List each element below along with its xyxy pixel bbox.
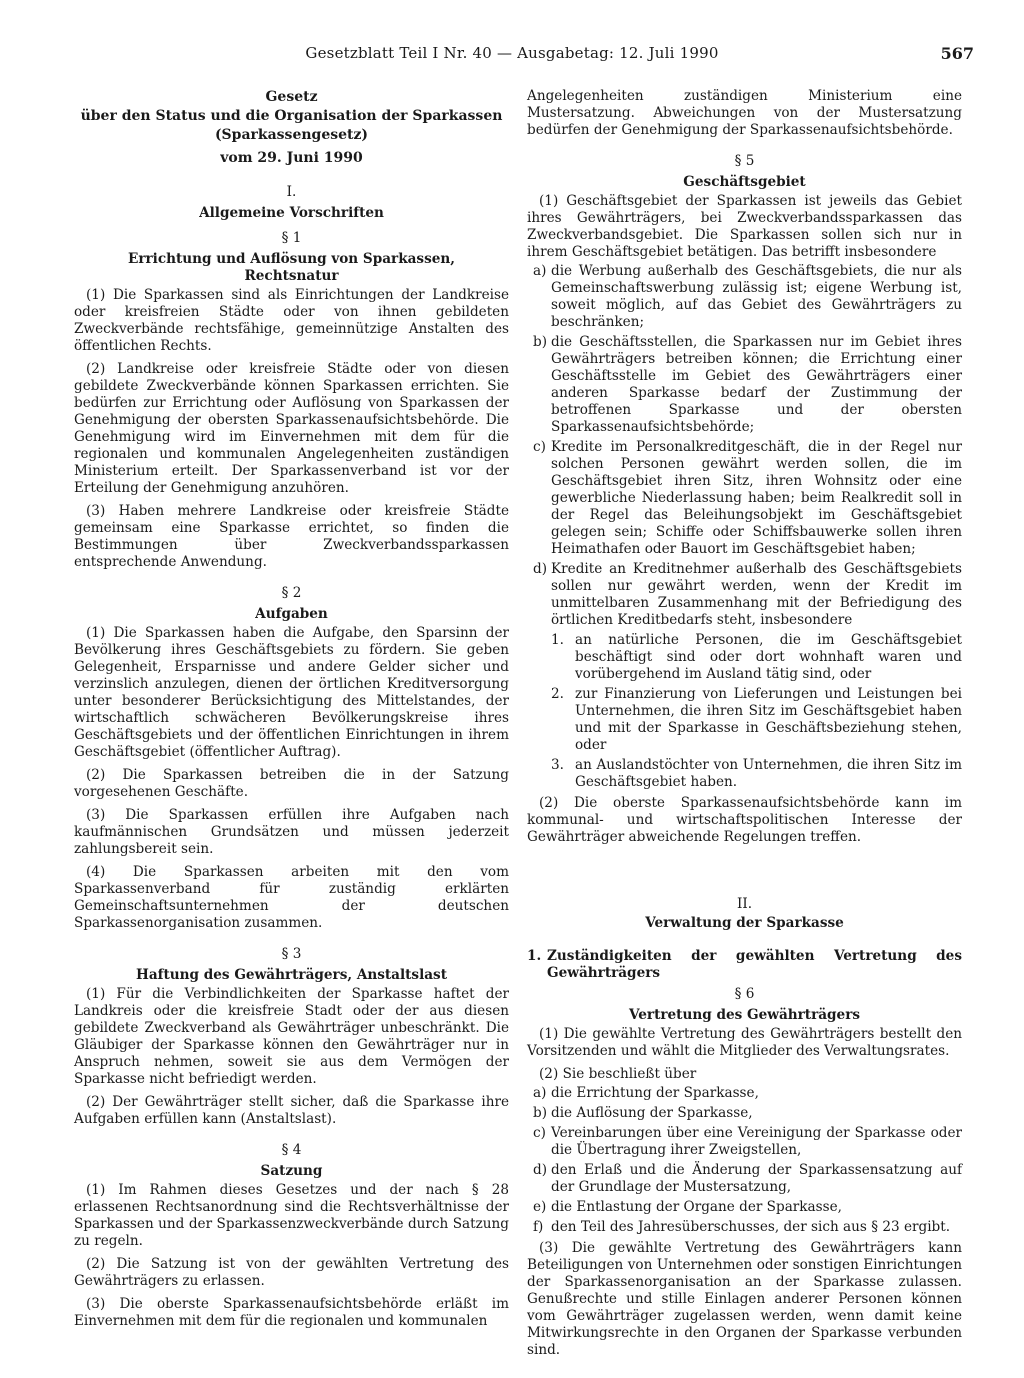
- numbered-item: [551, 757, 962, 791]
- list-item-label: c): [533, 1125, 546, 1141]
- subsection-title: Zuständigkeiten der gewählten Vertretung des Gewährträgers: [547, 948, 962, 981]
- list-item-text: den Erlaß und die Änderung der Sparkassensatzung auf der Grundlage der Mustersatzung,: [551, 1162, 962, 1195]
- paragraph: Angelegenheiten zuständigen Ministerium eine Mustersatzung. Abweichungen von der Mustersatzung bedürfen der Genehmigung der Sparkassenaufsichtsbehörde.: [527, 88, 962, 138]
- lettered-list: [527, 263, 962, 629]
- section-title: Satzung: [260, 1163, 323, 1179]
- paragraph: (1) Die Sparkassen haben die Aufgabe, den Sparsinn der Bevölkerung ihres Geschäftsgebiets zu fördern. Sie geben Gelegenheit, Ersparnisse und andere Gelder sicher und verzinslich anzulegen, dienen der örtlichen Kreditversorgung unter besonderer Berücksichtigung des Mittelstandes, der wirtschaftlich schwächeren Bevölkerungskreise ihres Geschäftsgebiets und der öffentlichen Einrichtungen in ihrem Geschäftsgebiet (öffentlicher Auftrag).: [74, 625, 509, 760]
- numbered-item-text: zur Finanzierung von Lieferungen und Leistungen bei Unternehmen, die ihren Sitz im Geschäftsgebiet haben und mit der Sparkasse in Geschäftsbeziehung stehen, oder: [575, 686, 962, 753]
- left-column: [74, 88, 509, 1336]
- subsection-heading: [527, 948, 962, 982]
- numbered-item: [551, 686, 962, 754]
- numbered-item-label: 1.: [551, 632, 564, 648]
- list-item-label: f): [533, 1219, 544, 1235]
- paragraph: (1) Im Rahmen dieses Gesetzes und der nach § 28 erlassenen Rechtsanordnung sind die Rechtsverhältnisse der Sparkassen und der Sparkassenzweckverbände durch Satzung zu regeln.: [74, 1182, 509, 1249]
- list-item: [527, 1199, 962, 1216]
- lettered-list: [527, 1085, 962, 1236]
- paragraph: (1) Die Sparkassen sind als Einrichtungen der Landkreise oder kreisfreien Städte oder von ihnen gebildeten Zweckverbände rechtsfähige, gemeinnützige Anstalten des öffentlichen Rechts.: [74, 287, 509, 354]
- paragraph: (1) Für die Verbindlichkeiten der Sparkasse haftet der Landkreis oder die kreisfreie Stadt oder der aus diesen gebildete Zweckverband als Gewährträger unbeschränkt. Die Gläubiger der Sparkasse können den Gewährträger nur in Anspruch nehmen, soweit sie aus dem Vermögen der Sparkasse nicht befriedigt werden.: [74, 986, 509, 1087]
- section-title: Vertretung des Gewährträgers: [628, 1007, 861, 1023]
- list-item-text: die Geschäftsstellen, die Sparkassen nur im Gebiet ihres Gewährträgers betreiben können; die Errichtung einer Geschäftsstelle im Gebiet des Gewährträgers einer anderen Sparkasse bedarf der Zustimmung der betroffenen Sparkasse und der obersten Sparkassenaufsichtsbehörde;: [551, 334, 962, 435]
- numbered-item-label: 3.: [551, 757, 564, 773]
- section-title: Haftung des Gewährträgers, Anstaltslast: [136, 967, 447, 983]
- list-item-text: Kredite im Personalkreditgeschäft, die in der Regel nur solchen Personen gewährt werden sollen, die im Geschäftsgebiet ihren Sitz, ihren Wohnsitz oder eine gewerbliche Niederlassung haben; beim Realkredit soll in der Regel das Beleihungsobjekt im Geschäftsgebiet gelegen sein; Schiffe oder Schiffsbauwerke sollen ihren Heimathafen oder Bauort im Geschäftsgebiet haben;: [551, 439, 962, 557]
- list-item-label: d): [533, 1162, 548, 1178]
- numbered-list: [527, 632, 962, 791]
- paragraph: (2) Die Sparkassen betreiben die in der Satzung vorgesehenen Geschäfte.: [74, 767, 509, 800]
- list-item-text: Kredite an Kreditnehmer außerhalb des Geschäftsgebiets sollen nur gewährt werden, wenn der Kredit im unmittelbaren Zusammenhang mit der Befriedigung des örtlichen Kreditbedarfs steht, insbesondere: [551, 561, 962, 628]
- list-item: [527, 334, 962, 436]
- paragraph: (3) Die Sparkassen erfüllen ihre Aufgaben nach kaufmännischen Grundsätzen und müssen jederzeit zahlungsbereit sein.: [74, 807, 509, 857]
- list-item-label: b): [533, 334, 548, 350]
- paragraph: (2) Sie beschließt über: [539, 1066, 697, 1082]
- list-item-text: Vereinbarungen über eine Vereinigung der Sparkasse oder die Übertragung ihrer Zweigstellen,: [551, 1125, 962, 1158]
- list-item: [527, 1125, 962, 1159]
- numbered-item-text: an natürliche Personen, die im Geschäftsgebiet beschäftigt sind oder dort wohnhaft waren und vorübergehend im Ausland tätig sind, oder: [575, 632, 962, 682]
- law-date: vom 29. Juni 1990: [220, 150, 363, 166]
- paragraph: (2) Der Gewährträger stellt sicher, daß die Sparkasse ihre Aufgaben erfüllen kann (Anstaltslast).: [74, 1094, 509, 1127]
- section-title: Aufgaben: [255, 606, 328, 622]
- paragraph: (2) Landkreise oder kreisfreie Städte oder von diesen gebildete Zweckverbände können Sparkassen errichten. Sie bedürfen zur Errichtung oder Auflösung von Sparkassen der Genehmigung der obersten Sparkassenaufsichtsbehörde. Die Genehmigung wird im Einvernehmen mit dem für die regionalen und kommunalen Angelegenheiten zuständigen Ministerium erteilt. Der Sparkassenverband ist vor der Erteilung der Genehmigung anzuhören.: [74, 361, 509, 496]
- paragraph: (4) Die Sparkassen arbeiten mit den vom Sparkassenverband für zuständig erklärten Gemeinschaftsunternehmen der deutschen Sparkassenorganisation zusammen.: [74, 864, 509, 931]
- list-item: [527, 1219, 962, 1236]
- law-title-line-2: über den Status und die Organisation der Sparkassen: [80, 108, 503, 124]
- section-title: Errichtung und Auflösung von Sparkassen, Rechtsnatur: [127, 251, 455, 284]
- list-item-text: die Auflösung der Sparkasse,: [551, 1105, 753, 1121]
- running-head: Gesetzblatt Teil I Nr. 40 — Ausgabetag: 12. Juli 1990: [305, 44, 719, 62]
- paragraph: (3) Die oberste Sparkassenaufsichtsbehörde erläßt im Einvernehmen mit dem für die regionalen und kommunalen: [74, 1296, 509, 1329]
- list-item-text: die Werbung außerhalb des Geschäftsgebiets, die nur als Gemeinschaftswerbung zulässig ist; eigene Werbung ist, soweit möglich, auf das Gebiet des Gewährträgers zu beschränken;: [551, 263, 962, 330]
- list-item: [527, 1162, 962, 1196]
- part-number: II.: [736, 896, 753, 912]
- law-title-line-1: Gesetz: [265, 89, 318, 105]
- right-column: [527, 88, 962, 1365]
- list-item-label: c): [533, 439, 546, 455]
- subsection-number: 1.: [527, 948, 542, 964]
- section-title: Geschäftsgebiet: [683, 174, 806, 190]
- list-item-label: e): [533, 1199, 547, 1215]
- numbered-item-text: an Auslandstöchter von Unternehmen, die ihren Sitz im Geschäftsgebiet haben.: [575, 757, 962, 790]
- paragraph: (3) Die gewählte Vertretung des Gewährträgers kann Beteiligungen von Unternehmen oder sonstigen Einrichtungen der Sparkassenorganisation an der Sparkasse zulassen. Genußrechte und stille Einlagen anderer Personen können vom Gewährträger zugelassen werden, wenn damit keine Mitwirkungsrechte in den Organen der Sparkasse verbunden sind.: [527, 1240, 962, 1358]
- list-item: [527, 263, 962, 331]
- paragraph: (1) Die gewählte Vertretung des Gewährträgers bestellt den Vorsitzenden und wählt die Mitglieder des Verwaltungsrates.: [527, 1026, 962, 1059]
- list-item-text: den Teil des Jahresüberschusses, der sich aus § 23 ergibt.: [551, 1219, 951, 1235]
- list-item-label: d): [533, 561, 548, 577]
- part-number: I.: [286, 184, 297, 200]
- numbered-item-label: 2.: [551, 686, 564, 702]
- list-item-label: b): [533, 1105, 548, 1121]
- paragraph: (1) Geschäftsgebiet der Sparkassen ist jeweils das Gebiet ihres Gewährträgers, bei Zweckverbandssparkassen das Zweckverbandsgebiet. Die Sparkassen sollen sich nur in ihrem Geschäftsgebiet betätigen. Das betrifft insbesondere: [527, 193, 962, 260]
- numbered-item: [551, 632, 962, 683]
- list-item-text: die Errichtung der Sparkasse,: [551, 1085, 759, 1101]
- section-number: § 3: [281, 946, 302, 962]
- list-item: [527, 1085, 962, 1102]
- list-item-label: a): [533, 1085, 547, 1101]
- part-title: Verwaltung der Sparkasse: [645, 915, 844, 931]
- page-number: 567: [940, 44, 974, 63]
- section-number: § 6: [734, 986, 755, 1002]
- list-item: [527, 439, 962, 558]
- section-number: § 5: [734, 153, 755, 169]
- list-item-text: die Entlastung der Organe der Sparkasse,: [551, 1199, 842, 1215]
- section-number: § 4: [281, 1142, 302, 1158]
- paragraph: (2) Die oberste Sparkassenaufsichtsbehörde kann im kommunal- und wirtschaftspolitischen Interesse der Gewährträger abweichende Regelungen treffen.: [527, 795, 962, 845]
- section-number: § 2: [281, 585, 302, 601]
- paragraph: (2) Die Satzung ist von der gewählten Vertretung des Gewährträgers zu erlassen.: [74, 1256, 509, 1289]
- section-number: § 1: [281, 230, 302, 246]
- list-item: [527, 1105, 962, 1122]
- paragraph: (3) Haben mehrere Landkreise oder kreisfreie Städte gemeinsam eine Sparkasse errichtet, so finden die Bestimmungen über Zweckverbandssparkassen entsprechende Anwendung.: [74, 503, 509, 570]
- list-item: [527, 561, 962, 629]
- list-item-label: a): [533, 263, 547, 279]
- law-title-line-3: (Sparkassengesetz): [214, 127, 369, 143]
- part-title: Allgemeine Vorschriften: [199, 205, 384, 221]
